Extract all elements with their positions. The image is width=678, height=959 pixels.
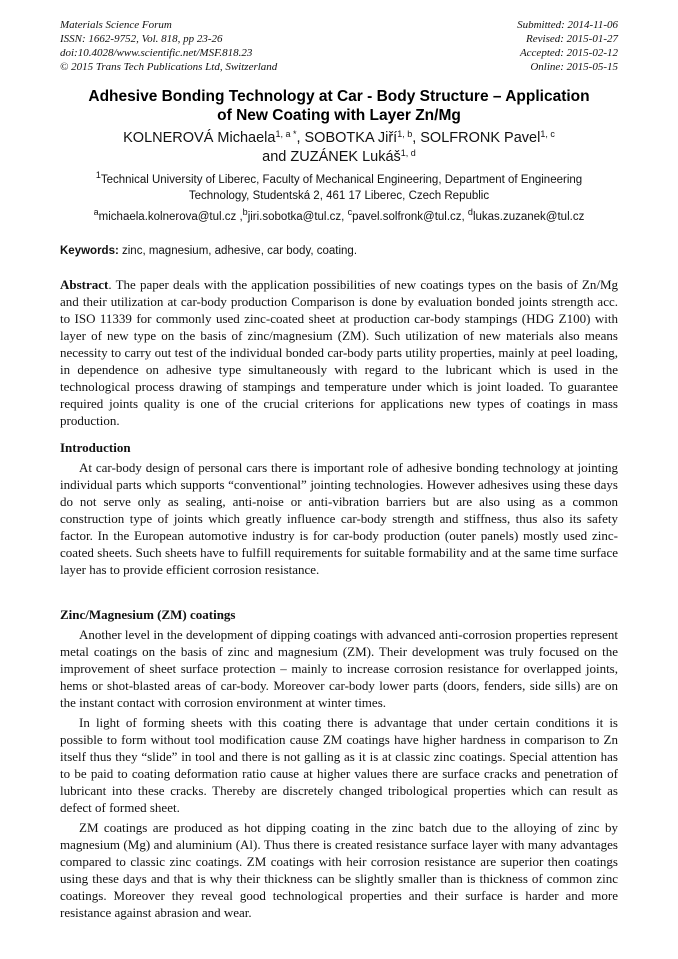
affiliation-superscript: 1 bbox=[95, 170, 101, 180]
paper-title-line2: of New Coating with Layer Zn/Mg bbox=[217, 107, 461, 124]
issn-line: ISSN: 1662-9752, Vol. 818, pp 23-26 bbox=[60, 33, 223, 45]
author-separator: , bbox=[412, 130, 421, 146]
abstract-paragraph bbox=[60, 276, 618, 429]
paper-title-line1: Adhesive Bonding Technology at Car - Body Structure – Application bbox=[88, 88, 590, 105]
email-superscript: b bbox=[242, 207, 248, 217]
author-superscript: 1, d bbox=[400, 148, 416, 158]
body-paragraph: ZM coatings are produced as hot dipping coating in the zinc batch due to the alloying of zinc by magnesium (Mg) and aluminium (Al). Thus there is created resistance surface layer with many advantages compared to classic zinc coatings. ZM coatings with heir corrosion resistance are superior then coatings using these days and that is why their thickness can be slightly smaller than is thickness of common zinc coatings. Moreover they reveal good technological properties and their surface is harder and more resistance against abrasion and wear. bbox=[60, 820, 618, 920]
author-separator: , bbox=[296, 130, 305, 146]
keywords-text: zinc, magnesium, adhesive, car body, coating. bbox=[118, 245, 358, 257]
online-date: Online: 2015-05-15 bbox=[530, 61, 618, 73]
submission-info bbox=[517, 18, 618, 74]
body-paragraph: Another level in the development of dipping coatings with advanced anti-corrosion properties represent metal coatings on the basis of zinc and magnesium (ZM). Their development was truly focused on the improvement of sheet surface protection – mainly to increase corrosion resistance for overlapped joints, hems or shot-blasted areas of car-body. Moreover car-body lower parts (doors, fenders, side sills) are on the instant contact with corrosion environment at winter times. bbox=[60, 627, 618, 710]
section-heading-zm-coatings: Zinc/Magnesium (ZM) coatings bbox=[60, 607, 236, 622]
author-name: SOBOTKA Jiří bbox=[304, 130, 398, 146]
email-superscript: d bbox=[467, 207, 473, 217]
affiliation-line1: Technical University of Liberec, Faculty of Mechanical Engineering, Department of Engineering bbox=[100, 174, 583, 186]
journal-header bbox=[60, 18, 618, 74]
revised-date: Revised: 2015-01-27 bbox=[526, 33, 618, 45]
email-superscript: a bbox=[93, 207, 99, 217]
authors-line-1 bbox=[60, 129, 618, 148]
journal-info bbox=[60, 18, 277, 74]
email-superscript: c bbox=[347, 207, 353, 217]
abstract-text: . The paper deals with the application possibilities of new coatings types on the basis of Zn/Mg and their utilization at car-body production Comparison is done by evaluation bonded joints strength acc. to ISO 11339 for commonly used zinc-coated sheet at production car-body stampings (HDG Z100) with layer of new type on the basis of zinc/magnesium (ZM). Such utilization of new materials also means necessity to carry out test of the individual bonded car-body parts utility properties, mainly at peel loading, in dependence on adhesive type simultaneously with regard to the lubricant which is used in the technological process drawing of stampings and temperature under which is joint loaded. To guarantee required joints quality is one of the crucial criterions for applications new types of coatings in mass production. bbox=[60, 277, 618, 428]
body-paragraph: In light of forming sheets with this coating there is advantage that under certain conditions it is possible to form without tool modification cause ZM coatings have higher hardness in comparison to Zn itself thus they “slide” in tool and there is not galling as it is at classic zinc coatings. Special attention has to be paid to coating deformation ratio cause at higher values there are surface cracks and penetration of lubricant into these cracks. Thereby are discretely changed tribological properties which can result as defect of formed sheet. bbox=[60, 715, 618, 815]
doi-line: doi:10.4028/www.scientific.net/MSF.818.23 bbox=[60, 47, 253, 59]
author-superscript: 1, b bbox=[397, 129, 413, 139]
author-name: SOLFRONK Pavel bbox=[420, 130, 541, 146]
affiliation bbox=[60, 172, 618, 204]
accepted-date: Accepted: 2015-02-12 bbox=[519, 47, 618, 59]
introduction-section bbox=[60, 459, 618, 578]
submitted-date: Submitted: 2014-11-06 bbox=[517, 19, 618, 31]
affiliation-line2: Technology, Studentská 2, 461 17 Liberec, Czech Republic bbox=[188, 190, 490, 202]
authors-block bbox=[60, 129, 618, 167]
author-superscript: 1, a * bbox=[275, 129, 297, 139]
keywords-line bbox=[60, 243, 618, 259]
keywords-label: Keywords: bbox=[60, 245, 119, 257]
journal-name: Materials Science Forum bbox=[60, 19, 172, 31]
email-address: lukas.zuzanek@tul.cz bbox=[472, 211, 585, 223]
copyright-line: © 2015 Trans Tech Publications Ltd, Switzerland bbox=[60, 61, 278, 73]
author-superscript: 1, c bbox=[540, 129, 555, 139]
email-address: michaela.kolnerova@tul.cz , bbox=[98, 211, 243, 223]
author-name: KOLNEROVÁ Michaela bbox=[123, 130, 276, 146]
authors-line-2 bbox=[60, 148, 618, 167]
abstract-label: Abstract bbox=[60, 277, 109, 292]
email-address: pavel.solfronk@tul.cz, bbox=[352, 211, 468, 223]
email-line bbox=[60, 209, 618, 225]
body-paragraph: At car-body design of personal cars there is important role of adhesive bonding technology at jointing individual parts which supports “conventional” jointing technologies. However adhesives using these days do not serve only as sealing, anti-noise or anti-vibration barriers but are also using as a common construction type of joints which greatly influence car-body strength and stiffness, thus also its safety factor. In the European automotive industry is for car-body production (outer panels) mostly used zinc-coated sheets. Such sheets have to fulfill requirements for suitable formability and at the same time surface layer has to provide efficient corrosion resistance. bbox=[60, 460, 618, 577]
author-name: and ZUZÁNEK Lukáš bbox=[262, 149, 401, 165]
paper-title bbox=[60, 87, 618, 125]
section-heading-introduction: Introduction bbox=[60, 440, 131, 455]
zm-coatings-section bbox=[60, 626, 618, 921]
email-address: jiri.sobotka@tul.cz, bbox=[247, 211, 348, 223]
